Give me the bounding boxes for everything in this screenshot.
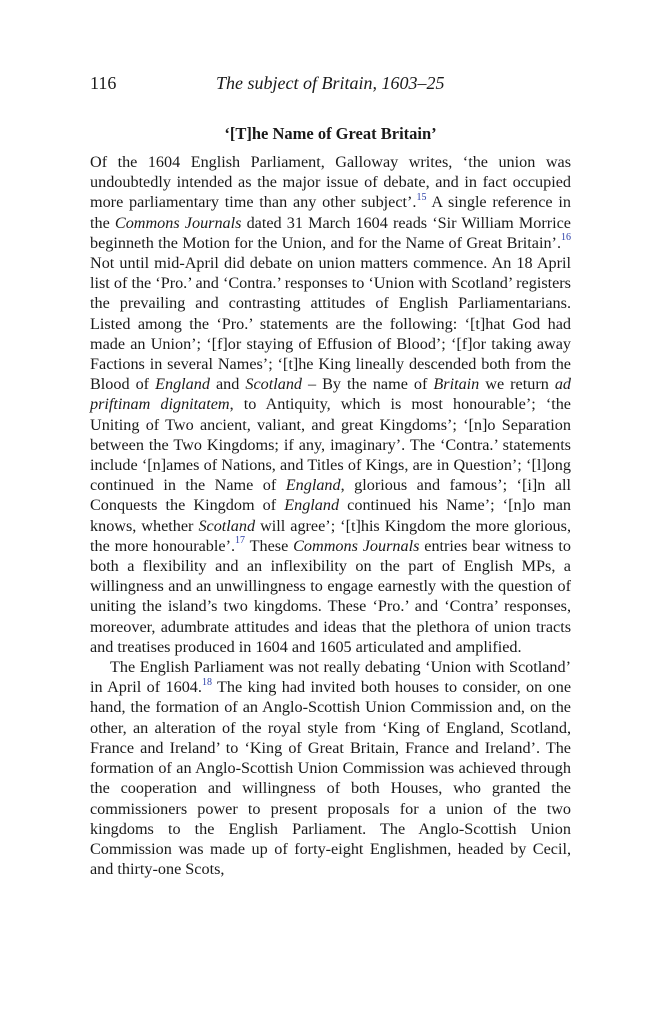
running-head: [90, 73, 571, 97]
text-run: , glorious and famous’; ‘[i]n all Conquests the Kingdom of: [90, 476, 571, 515]
footnote-ref-17[interactable]: 17: [235, 535, 246, 547]
italic-run: England: [155, 375, 210, 394]
text-run: Not until mid-April did debate on union matters commence. An 18 April list of the ‘Pro.’ and ‘Contra.’ responses to ‘Union with Scotland’ registers the prevailing and contrasting attitudes of English Parliamentarians. Listed among the ‘Pro.’ statements are the following: ‘[t]hat God had made an Union’; ‘[f]or staying of Effusion of Blood’; ‘[f]or taking away Factions in several Names’; ‘[t]he King lineally descended both from the Blood of: [90, 254, 571, 394]
paragraph-2: [90, 657, 571, 879]
italic-run: Commons Journals: [293, 536, 420, 555]
italic-run: Britain: [433, 375, 480, 394]
body-text: [90, 152, 571, 879]
section-heading: ‘[T]he Name of Great Britain’: [224, 124, 437, 143]
italic-run: England: [284, 496, 340, 515]
text-run: we return: [479, 375, 555, 394]
italic-run: Commons Journals: [114, 213, 242, 232]
text-run: will agree’; ‘[t]his Kingdom the more glorious, the more honourable’.: [90, 516, 571, 555]
text-run: dated 31 March 1604 reads ‘Sir William Morrice beginneth the Motion for the Union, and for the Name of Great Britain’.: [90, 213, 571, 252]
paragraph-1: [90, 152, 571, 657]
text-run: , to Antiquity, which is most honourable’; ‘the Uniting of Two ancient, valiant, and great Kingdoms’; ‘[n]o Separation between the Two Kingdoms; if any, imaginary’. The ‘Contra.’ statements include ‘[n]ames of Nations, and Titles of Kings, are in Question’; ‘[l]ong continued in the Name of: [90, 395, 571, 495]
text-run: These: [245, 536, 294, 555]
text-run: continued his Name’; ‘[n]o man knows, whether: [90, 496, 571, 535]
text-run: The king had invited both houses to consider, on one hand, the formation of an Anglo-Scottish Union Commission and, on the other, an alteration of the royal style from ‘King of England, Scotland, France and Ireland’ to ‘King of Great Britain, France and Ireland’. The formation of an Anglo-Scottish Union Commission was achieved through the cooperation and willingness of both Houses, who granted the commissioners power to present proposals for a union of the two kingdoms to the English Parliament. The Anglo-Scottish Union Commission was made up of forty-eight Englishmen, headed by Cecil, and thirty-one Scots,: [90, 678, 571, 879]
text-run: and: [209, 375, 246, 394]
italic-run: ad priftinam dignitatem: [90, 375, 572, 414]
text-run: The English Parliament was not really debating ‘Union with Scotland’ in April of 1604.: [90, 658, 571, 697]
footnote-ref-15[interactable]: 15: [416, 192, 427, 204]
footnote-ref-16[interactable]: 16: [561, 232, 571, 244]
running-title: The subject of Britain, 1603–25: [216, 73, 445, 93]
text-run: Of the 1604 English Parliament, Galloway writes, ‘the union was undoubtedly intended as the major issue of debate, and in fact occupied more parliamentary time than any other subject’.: [90, 153, 571, 212]
text-run: – By the name of: [302, 375, 434, 394]
text-run: A single reference in the: [90, 193, 571, 232]
italic-run: Scotland: [198, 516, 256, 535]
italic-run: Scotland: [245, 375, 303, 394]
text-run: entries bear witness to both a flexibility and an inflexibility on the part of English MPs, a willingness and an unwillingness to engage earnestly with the question of uniting the island’s two kingdoms. These ‘Pro.’ and ‘Contra’ responses, moreover, adumbrate attitudes and ideas that the plethora of union tracts and treatises produced in 1604 and 1605 articulated and amplified.: [90, 536, 572, 656]
italic-run: England: [285, 476, 341, 495]
footnote-ref-18[interactable]: 18: [201, 676, 212, 688]
page-number: 116: [90, 73, 117, 93]
